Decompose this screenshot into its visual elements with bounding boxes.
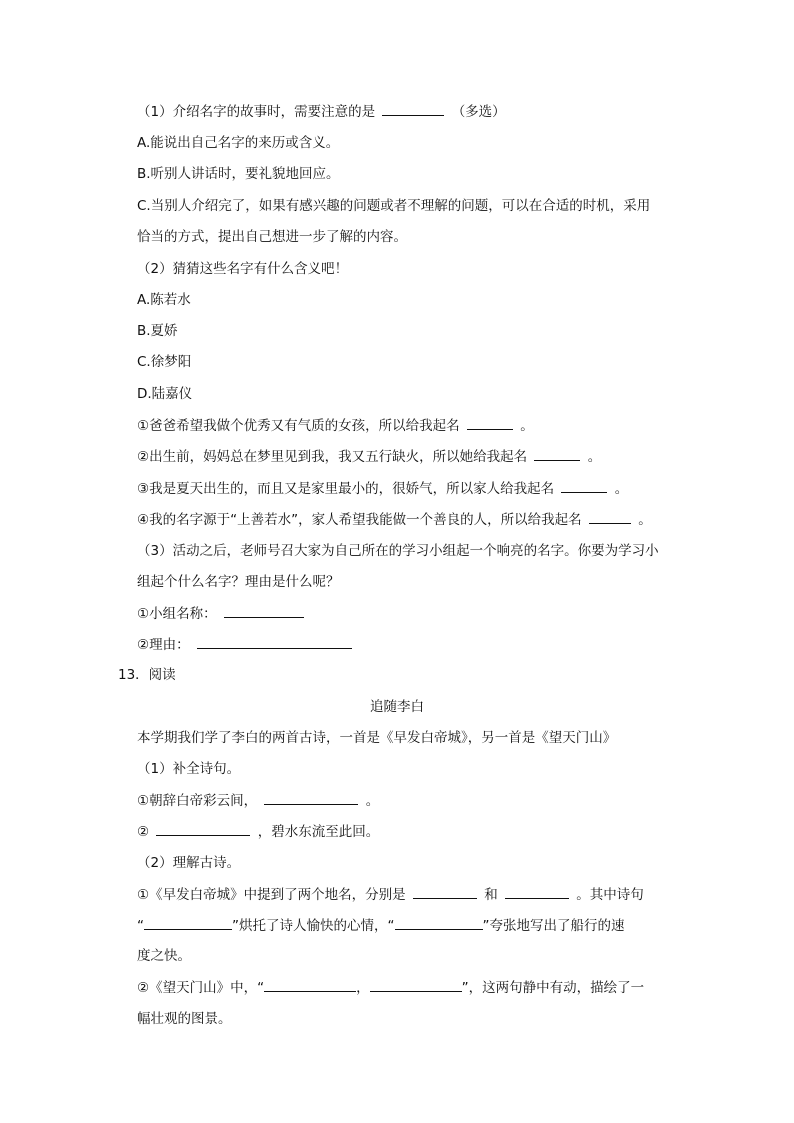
poem-line-blank-2[interactable]: [395, 915, 483, 930]
group-name-label: ①小组名称：: [137, 606, 217, 622]
q12-p3-reason-line: [137, 634, 355, 654]
reason-blank[interactable]: [197, 634, 352, 649]
q13-intro: 本学期我们学了李白的两首古诗，一首是《早发白帝城》，另一首是《望天门山》: [137, 730, 617, 746]
question-text: ①《早发白帝城》中提到了两个地名，分别是: [137, 887, 406, 903]
q13-title: 追随李白: [370, 699, 424, 715]
question-text: ”夸张地写出了船行的速: [482, 918, 625, 934]
period: 。: [587, 449, 602, 465]
q12-p2-option-c: C.徐梦阳: [137, 354, 192, 370]
place-name-blank-2[interactable]: [505, 884, 569, 899]
q12-p2-sentence-1: [137, 415, 534, 435]
comma: ，: [356, 980, 370, 996]
q13-p2-prompt: （2）理解古诗。: [137, 855, 241, 871]
q12-p1-option-a: A.能说出自己名字的来历或含义。: [137, 135, 340, 151]
period: 。: [614, 481, 629, 497]
q13-p1-prompt: （1）补全诗句。: [137, 761, 241, 777]
poem-line-blank-3[interactable]: [264, 977, 356, 992]
q12-p1-prompt-line: [137, 101, 506, 121]
poem-line-blank-4[interactable]: [370, 977, 462, 992]
q13-p2-line5: 幅壮观的图景。: [137, 1011, 232, 1027]
conjunction: 和: [484, 887, 498, 903]
answer-blank[interactable]: [534, 446, 580, 461]
q12-p1-prompt: （1）介绍名字的故事时，需要注意的是: [137, 104, 376, 120]
quote-mark: “: [137, 918, 144, 934]
question-text: ②《望天门山》中，“: [137, 980, 265, 996]
q13-p2-line2: [137, 915, 625, 935]
q12-p3-group-name-line: [137, 603, 307, 623]
q12-p2-prompt: （2）猜猜这些名字有什么含义吧！: [137, 261, 349, 277]
sentence-text: ③我是夏天出生的，而且又是家里最小的，很娇气，所以家人给我起名: [137, 481, 555, 497]
q12-p2-sentence-2: [137, 446, 601, 466]
q12-p1-option-c-line1: C.当别人介绍完了，如果有感兴趣的问题或者不理解的问题，可以在合适的时机，采用: [137, 198, 651, 214]
q12-p3-prompt-line2: 组起个什么名字？理由是什么呢？: [137, 574, 340, 590]
q13-p2-line1: [137, 884, 644, 904]
q12-p1-option-b: B.听别人讲话时，要礼貌地回应。: [137, 166, 340, 182]
q12-p2-option-a: A.陈若水: [137, 292, 191, 308]
period: 。: [365, 793, 380, 809]
poem-text: ①朝辞白帝彩云间，: [137, 793, 258, 809]
question-text: ”烘托了诗人愉快的心情，“: [232, 918, 395, 934]
q12-p2-option-b: B.夏娇: [137, 323, 178, 339]
circled-number: ②: [137, 824, 150, 840]
answer-blank[interactable]: [156, 821, 250, 836]
q12-p2-sentence-3: [137, 478, 628, 498]
sentence-text: ①爸爸希望我做个优秀又有气质的女孩，所以给我起名: [137, 418, 460, 434]
answer-blank[interactable]: [589, 509, 631, 524]
q13-number: 13．阅读: [118, 667, 176, 683]
q12-p2-sentence-4: [137, 509, 652, 529]
period: 。: [638, 512, 652, 528]
question-text: ”，这两句静中有动，描绘了一: [461, 980, 645, 996]
q13-p2-line4: [137, 977, 644, 997]
place-name-blank-1[interactable]: [413, 884, 477, 899]
period: 。: [520, 418, 534, 434]
poem-text: ，碧水东流至此回。: [257, 824, 380, 840]
q12-p3-prompt-line1: （3）活动之后，老师号召大家为自己所在的学习小组起一个响亮的名字。你要为学习小: [137, 543, 659, 559]
q13-p1-line2: [137, 821, 379, 841]
answer-blank[interactable]: [264, 790, 358, 805]
answer-blank[interactable]: [561, 478, 607, 493]
sentence-text: ②出生前，妈妈总在梦里见到我，我又五行缺火，所以她给我起名: [137, 449, 528, 465]
poem-line-blank-1[interactable]: [144, 915, 232, 930]
q12-p1-option-c-line2: 恰当的方式，提出自己想进一步了解的内容。: [137, 229, 407, 245]
answer-blank[interactable]: [467, 415, 513, 430]
answer-blank[interactable]: [382, 101, 444, 116]
q12-p1-suffix: （多选）: [451, 104, 506, 120]
q12-p2-option-d: D.陆嘉仪: [137, 386, 193, 402]
reason-label: ②理由：: [137, 637, 190, 653]
sentence-text: ④我的名字源于“上善若水”，家人希望我能做一个善良的人，所以给我起名: [137, 512, 582, 528]
q13-p1-line1: [137, 790, 379, 810]
group-name-blank[interactable]: [224, 603, 304, 618]
q13-p2-line3: 度之快。: [137, 948, 191, 964]
question-text: 。其中诗句: [576, 887, 644, 903]
